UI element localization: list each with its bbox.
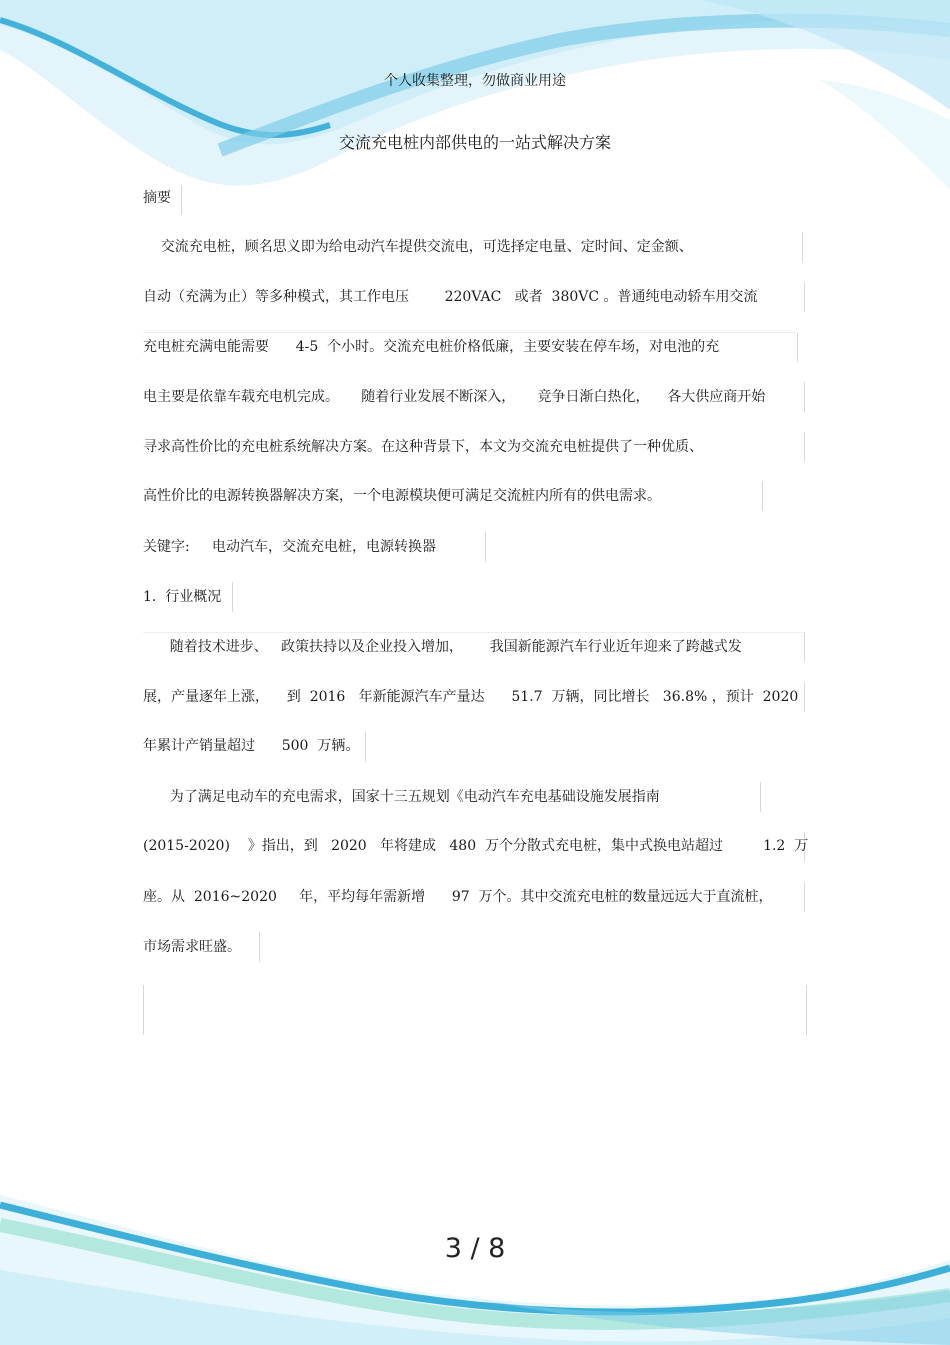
abstract-line: 充电桩充满电能需要 4-5 个小时。交流充电桩价格低廉，主要安装在停车场，对电池的充 [143,339,720,355]
abstract-line: 电主要是依靠车载充电机完成。 随着行业发展不断深入， 竞争日渐白热化， 各大供应商开始 [143,389,766,405]
scan-rule [365,732,366,762]
body-line: 座。从 2016~2020 年，平均每年需新增 97 万个。其中交流充电桩的数量远远大于直流桩， [143,889,773,905]
scan-rule [797,332,798,362]
scan-rule [143,985,144,1035]
body-line: (2015-2020) 》指出，到 2020 年将建成 480 万个分散式充电桩，集中式换电站超过 1.2 万 [143,838,809,854]
abstract-line: 寻求高性价比的充电桩系统解决方案。在这种背景下，本文为交流充电桩提供了一种优质、 [143,439,703,455]
scan-rule [762,481,763,511]
scan-rule [802,232,803,262]
body-line: 展，产量逐年上涨， 到 2016 年新能源汽车产量达 51.7 万辆，同比增长 36.8% ，预计 2020 [143,689,799,705]
scan-rule [804,282,805,312]
abstract-line: 高性价比的电源转换器解决方案，一个电源模块便可满足交流桩内所有的供电需求。 [143,488,661,504]
section-heading: 1. 行业概况 [143,589,222,605]
body-line: 市场需求旺盛。 [143,939,241,955]
header-note: 个人收集整理，勿做商业用途 [384,73,566,89]
page-number: 3 / 8 [444,1233,506,1264]
scan-rule [143,332,798,333]
scan-rule [804,682,805,712]
keywords-line: 关键字: 电动汽车，交流充电桩，电源转换器 [143,539,436,555]
scan-rule [259,932,260,962]
body-line: 为了满足电动车的充电需求，国家十三五规划《电动汽车充电基础设施发展指南 [143,789,660,805]
scan-rule [485,532,486,562]
scan-rule [232,582,233,612]
scan-rule [804,632,805,662]
scan-rule [806,985,807,1035]
scan-rule [760,782,761,812]
abstract-heading: 摘要 [143,190,171,206]
scan-rule [804,882,805,912]
scan-rule [181,185,182,215]
scan-rule [143,632,804,633]
body-line: 随着技术进步、 政策扶持以及企业投入增加， 我国新能源汽车行业近年迎来了跨越式发 [143,639,742,655]
abstract-line: 交流充电桩，顾名思义即为给电动汽车提供交流电，可选择定电量、定时间、定金额、 [143,239,693,255]
scan-rule [804,382,805,412]
scan-rule [804,432,805,462]
document-title: 交流充电桩内部供电的一站式解决方案 [338,133,611,152]
body-line: 年累计产销量超过 500 万辆。 [143,738,360,754]
abstract-line: 自动（充满为止）等多种模式，其工作电压 220VAC 或者 380VC 。普通纯电动轿车用交流 [143,289,758,305]
